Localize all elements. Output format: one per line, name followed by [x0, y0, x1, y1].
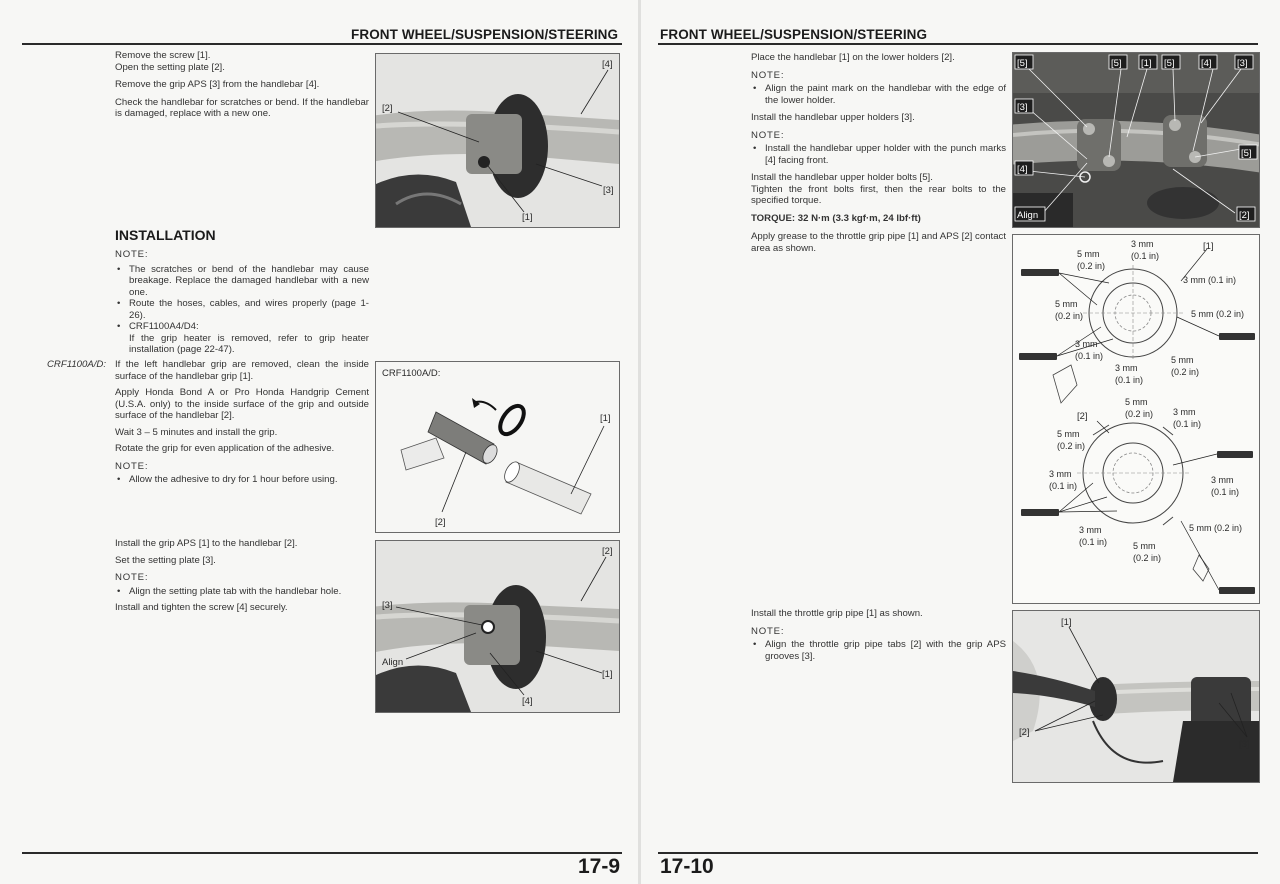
aps-step-2: Set the setting plate [3]. [115, 554, 216, 566]
figure-grip-removal [375, 53, 620, 228]
hb-note-2: • Install the handlebar upper holder with the punch marks [4] facing front. [751, 143, 1006, 166]
dim-2b: (0.2 in) [1077, 261, 1106, 271]
right-page-header: FRONT WHEEL/SUSPENSION/STEERING [660, 27, 928, 42]
fig3-label-2: [2] [602, 546, 613, 557]
hb-step-2: Install the handlebar upper holders [3]. [751, 112, 915, 123]
fig1-label-4: [4] [602, 59, 613, 70]
removal-step-3: Remove the grip APS [3] from the handlebar [4]. [115, 79, 320, 90]
aps-install-steps [115, 538, 369, 614]
fig3-label-align: Align [382, 657, 404, 668]
dim-10a: 3 mm [1173, 407, 1196, 417]
dim-5: 5 mm (0.2 in) [1191, 309, 1245, 319]
note-item-3: • CRF1100A4/D4: [115, 321, 369, 333]
hb-note-1: • Align the paint mark on the handlebar with the edge of the lower holder. [751, 83, 1006, 106]
aps-note-item: • Align the setting plate tab with the handlebar hole. [115, 586, 369, 598]
installation-notes [115, 249, 369, 356]
dim-14: 5 mm (0.2 in) [1189, 523, 1243, 533]
grease-step: Apply grease to the throttle grip pipe [1] and APS [2] contact area as shown. [751, 231, 1006, 254]
fig2-label-1: [1] [600, 413, 611, 424]
hb-step-3a: Install the handlebar upper holder bolts [5]. [751, 172, 933, 183]
dim-7a: 5 mm [1171, 355, 1194, 365]
fig3-label-1: [1] [602, 669, 613, 680]
left-footer-rule [22, 852, 622, 854]
left-page-number: 17-9 [578, 855, 621, 878]
rfig3-label-2: [2] [1019, 727, 1030, 738]
dim-1b: (0.1 in) [1131, 251, 1160, 261]
dim-12b: (0.1 in) [1049, 481, 1078, 491]
dim-9a: 5 mm [1125, 397, 1148, 407]
fig1-label-2: [2] [382, 103, 393, 114]
figure-grip-cement [375, 361, 620, 533]
dim-2a: 5 mm [1077, 249, 1100, 259]
grease-label-2: [2] [1077, 411, 1088, 422]
note-item-2: • Route the hoses, cables, and wires properly (page 1-26). [115, 298, 369, 321]
removal-step-1: Remove the screw [1]. [115, 50, 211, 61]
fig1-label-3: [3] [603, 185, 614, 196]
note-item-1: • The scratches or bend of the handlebar may cause breakage. Replace the damaged handlebar with a new one. [115, 264, 369, 299]
aps-step-1: Install the grip APS [1] to the handlebar [2]. [115, 538, 298, 549]
rfig1-label-5a: [5] [1017, 58, 1028, 69]
rfig1-label-4b: [4] [1017, 164, 1028, 175]
hb-step-1: Place the handlebar [1] on the lower holders [2]. [751, 52, 955, 63]
dim-13b: (0.1 in) [1211, 487, 1240, 497]
note-label: NOTE: [115, 249, 149, 260]
removal-step-4: Check the handlebar for scratches or bend. If the handlebar is damaged, replace with a new one. [115, 96, 369, 119]
dim-1a: 3 mm [1131, 239, 1154, 249]
dim-4a: 5 mm [1055, 299, 1078, 309]
dim-6a: 3 mm [1075, 339, 1098, 349]
figure-grease-diagram [1012, 234, 1260, 604]
dim-8a: 3 mm [1115, 363, 1138, 373]
dim-10b: (0.1 in) [1173, 419, 1202, 429]
grip-step-2: Apply Honda Bond A or Pro Honda Handgrip Cement (U.S.A. only) to the inside surface of the grip and outside surface of the handlebar [2]. [115, 387, 369, 421]
dim-11a: 5 mm [1057, 429, 1080, 439]
hb-note-label-2: NOTE: [751, 129, 785, 141]
rfig1-label-align: Align [1017, 210, 1039, 221]
dim-4b: (0.2 in) [1055, 311, 1084, 321]
rfig1-label-3a: [3] [1237, 58, 1248, 69]
dim-11b: (0.2 in) [1057, 441, 1086, 451]
right-page [641, 0, 1280, 884]
right-footer-rule [658, 852, 1258, 854]
figure-handlebar-holders [1012, 52, 1260, 228]
rfig1-label-5c: [5] [1164, 58, 1175, 69]
hb-step-3b: Tighten the front bolts first, then the rear bolts to the specified torque. [751, 183, 1006, 206]
model-sidenote: CRF1100A/D: [47, 359, 107, 370]
grip-step-4: Rotate the grip for even application of the adhesive. [115, 443, 335, 454]
dim-9b: (0.2 in) [1125, 409, 1154, 419]
note-label-3: NOTE: [115, 572, 149, 583]
left-page-header: FRONT WHEEL/SUSPENSION/STEERING [351, 27, 619, 42]
hb-note-label-1: NOTE: [751, 69, 785, 81]
rfig3-label-3: [3] [1239, 739, 1250, 750]
grip-step-3: Wait 3 – 5 minutes and install the grip. [115, 426, 278, 438]
installation-heading: INSTALLATION [115, 227, 216, 243]
left-header-rule [22, 43, 622, 45]
handlebar-install-steps [751, 52, 1006, 254]
fig3-label-4: [4] [522, 696, 533, 707]
rfig1-label-4a: [4] [1201, 58, 1212, 69]
right-header-rule [658, 43, 1258, 45]
fig3-label-3: [3] [382, 600, 393, 611]
torque-spec: TORQUE: 32 N·m (3.3 kgf·m, 24 lbf·ft) [751, 212, 921, 224]
removal-step-2: Open the setting plate [2]. [115, 61, 225, 73]
note2-item: • Allow the adhesive to dry for 1 hour before using. [115, 474, 369, 486]
dim-6b: (0.1 in) [1075, 351, 1104, 361]
dim-15b: (0.1 in) [1079, 537, 1108, 547]
figure-throttle-grip [1012, 610, 1260, 783]
dim-7b: (0.2 in) [1171, 367, 1200, 377]
dim-15a: 3 mm [1079, 525, 1102, 535]
rfig1-label-2: [2] [1239, 210, 1250, 221]
grip-step-1: If the left handlebar grip are removed, clean the inside surface of the handlebar grip [1]. [115, 359, 369, 382]
aps-step-3: Install and tighten the screw [4] securely. [115, 602, 288, 613]
dim-16b: (0.2 in) [1133, 553, 1162, 563]
figure-grip-install [375, 540, 620, 713]
grip-install-steps [115, 359, 369, 486]
throttle-note: • Align the throttle grip pipe tabs [2] with the grip APS grooves [3]. [751, 639, 1006, 662]
rfig1-label-3b: [3] [1017, 102, 1028, 113]
dim-8b: (0.1 in) [1115, 375, 1144, 385]
fig1-label-1: [1] [522, 212, 533, 223]
rfig1-label-5d: [5] [1241, 148, 1252, 159]
removal-steps [115, 50, 369, 120]
note-label-2: NOTE: [115, 460, 149, 472]
fig2-caption: CRF1100A/D: [382, 368, 441, 379]
throttle-note-label: NOTE: [751, 625, 785, 637]
grease-label-1: [1] [1203, 241, 1214, 252]
rfig3-label-1: [1] [1061, 617, 1072, 628]
throttle-install-steps [751, 608, 1006, 662]
rfig1-label-5b: [5] [1111, 58, 1122, 69]
left-page [0, 0, 638, 884]
dim-3: 3 mm (0.1 in) [1183, 275, 1237, 285]
dim-12a: 3 mm [1049, 469, 1072, 479]
rfig1-label-1: [1] [1141, 58, 1152, 69]
fig2-label-2: [2] [435, 517, 446, 528]
right-page-number: 17-10 [660, 855, 714, 878]
dim-16a: 5 mm [1133, 541, 1156, 551]
dim-13a: 3 mm [1211, 475, 1234, 485]
throttle-step: Install the throttle grip pipe [1] as shown. [751, 608, 923, 619]
note-item-3-detail: If the grip heater is removed, refer to grip heater installation (page 22-47). [129, 332, 369, 355]
